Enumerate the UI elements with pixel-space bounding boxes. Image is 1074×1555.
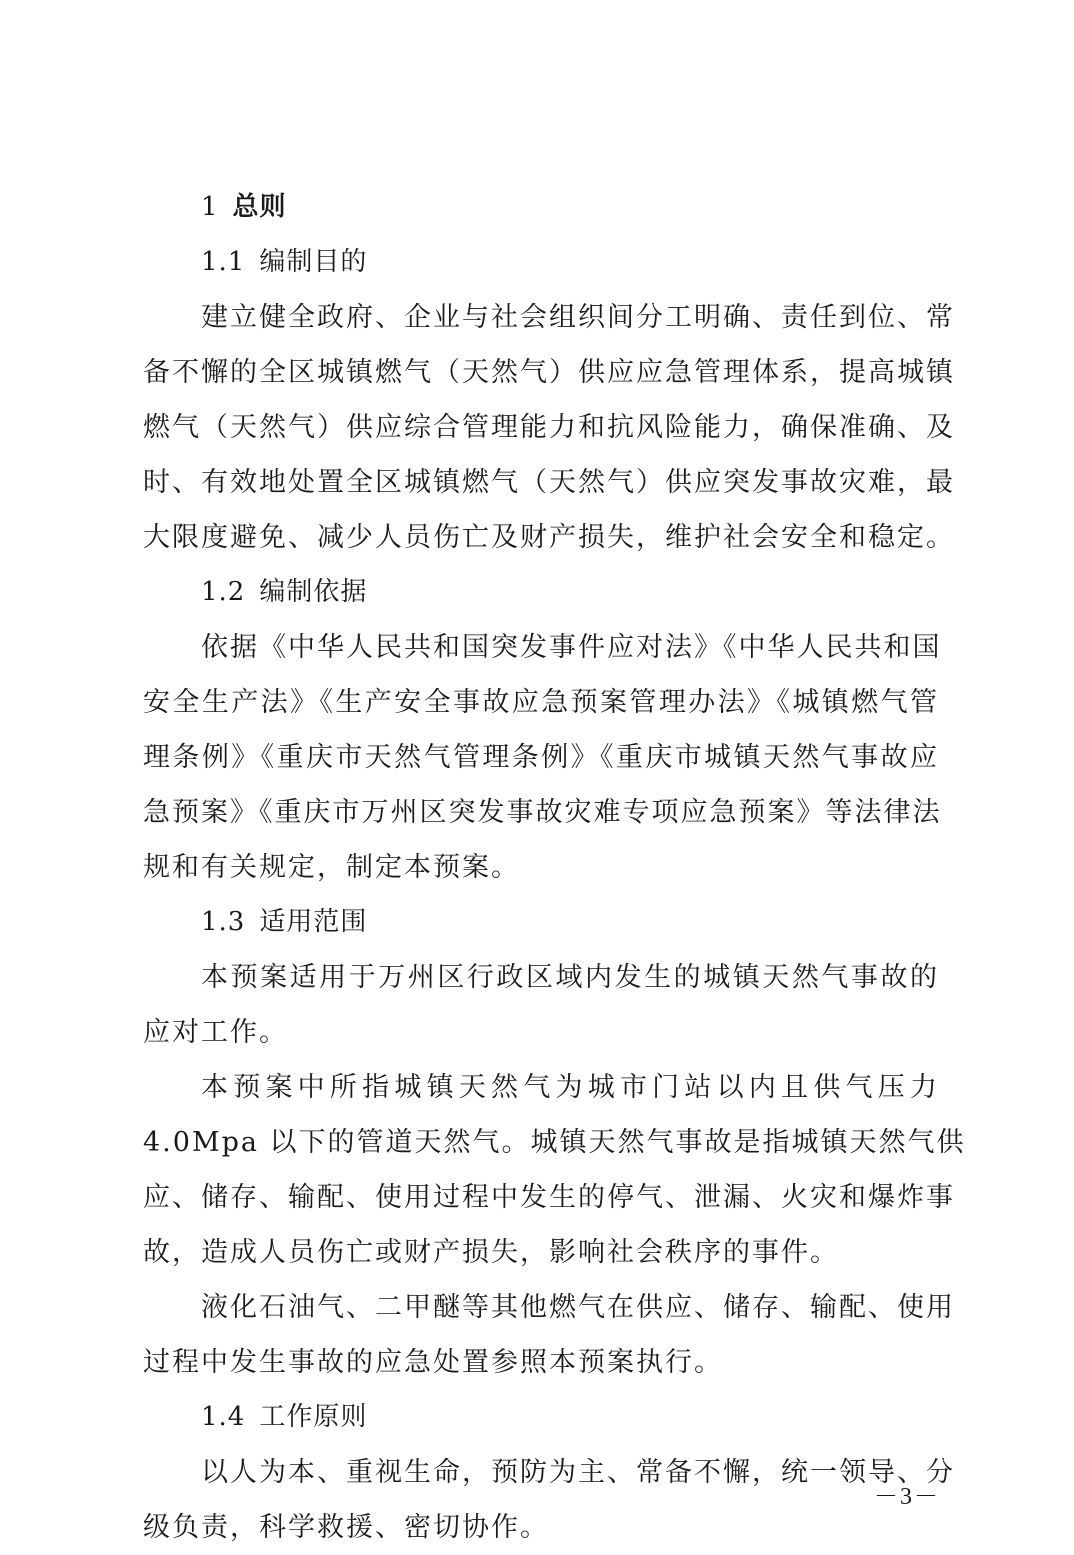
- paragraph-line: 大限度避免、减少人员伤亡及财产损失，维护社会安全和稳定。: [143, 522, 955, 553]
- paragraph-purpose: [143, 290, 955, 565]
- paragraph-scope-2: [143, 1060, 966, 1280]
- section-number: 1.3: [201, 907, 246, 937]
- section-heading-1-3: [143, 895, 939, 950]
- paragraph-line: 以人为本、重视生命，预防为主、常备不懈，统一领导、分: [201, 1457, 955, 1488]
- section-title: 编制依据: [259, 577, 368, 607]
- section-title: 工作原则: [259, 1402, 368, 1432]
- paragraph-line: 过程中发生事故的应急处置参照本预案执行。: [143, 1347, 723, 1378]
- paragraph-scope-3: [143, 1280, 955, 1390]
- paragraph-scope-1: [143, 950, 939, 1060]
- page-number: －3－: [874, 1484, 940, 1510]
- section-number: 1.4: [201, 1402, 246, 1432]
- paragraph-line: 故，造成人员伤亡或财产损失，影响社会秩序的事件。: [143, 1237, 839, 1268]
- paragraph-line: 备不懈的全区城镇燃气（天然气）供应应急管理体系，提高城镇: [143, 357, 955, 388]
- paragraph-line: 急预案》《重庆市万州区突发事故灾难专项应急预案》等法律法: [143, 797, 942, 828]
- body-text: [143, 180, 966, 1555]
- section-heading-1-4: [143, 1390, 939, 1445]
- section-number: 1: [201, 192, 219, 222]
- paragraph-line: 应、储存、输配、使用过程中发生的停气、泄漏、火灾和爆炸事: [143, 1182, 955, 1213]
- section-number: 1.2: [201, 577, 246, 607]
- paragraph-line: 时、有效地处置全区城镇燃气（天然气）供应突发事故灾难，最: [143, 467, 955, 498]
- paragraph-line: 本预案中所指城镇天然气为城市门站以内且供气压力: [201, 1072, 939, 1103]
- paragraph-basis: [143, 620, 942, 895]
- paragraph-line: 理条例》《重庆市天然气管理条例》《重庆市城镇天然气事故应: [143, 742, 939, 773]
- section-heading-1-2: [143, 565, 939, 620]
- section-heading-1: [143, 180, 939, 235]
- paragraph-line: 液化石油气、二甲醚等其他燃气在供应、储存、输配、使用: [201, 1292, 955, 1323]
- paragraph-line: 应对工作。: [143, 1017, 288, 1048]
- paragraph-line: 本预案适用于万州区行政区域内发生的城镇天然气事故的: [201, 962, 939, 993]
- section-number: 1.1: [201, 247, 246, 277]
- paragraph-line: 级负责，科学救援、密切协作。: [143, 1512, 549, 1543]
- paragraph-line: 建立健全政府、企业与社会组织间分工明确、责任到位、常: [201, 302, 955, 333]
- paragraph-line: 安全生产法》《生产安全事故应急预案管理办法》《城镇燃气管: [143, 687, 939, 718]
- section-title: 适用范围: [259, 907, 368, 937]
- section-heading-1-1: [143, 235, 939, 290]
- section-title: 总则: [232, 192, 287, 222]
- paragraph-line: 规和有关规定，制定本预案。: [143, 852, 520, 883]
- section-title: 编制目的: [259, 247, 368, 277]
- paragraph-line: 燃气（天然气）供应综合管理能力和抗风险能力，确保准确、及: [143, 412, 955, 443]
- paragraph-line: 4.0Mpa 以下的管道天然气。城镇天然气事故是指城镇天然气供: [143, 1127, 966, 1158]
- paragraph-line: 依据《中华人民共和国突发事件应对法》《中华人民共和国: [201, 632, 942, 663]
- paragraph-principle: [143, 1445, 955, 1555]
